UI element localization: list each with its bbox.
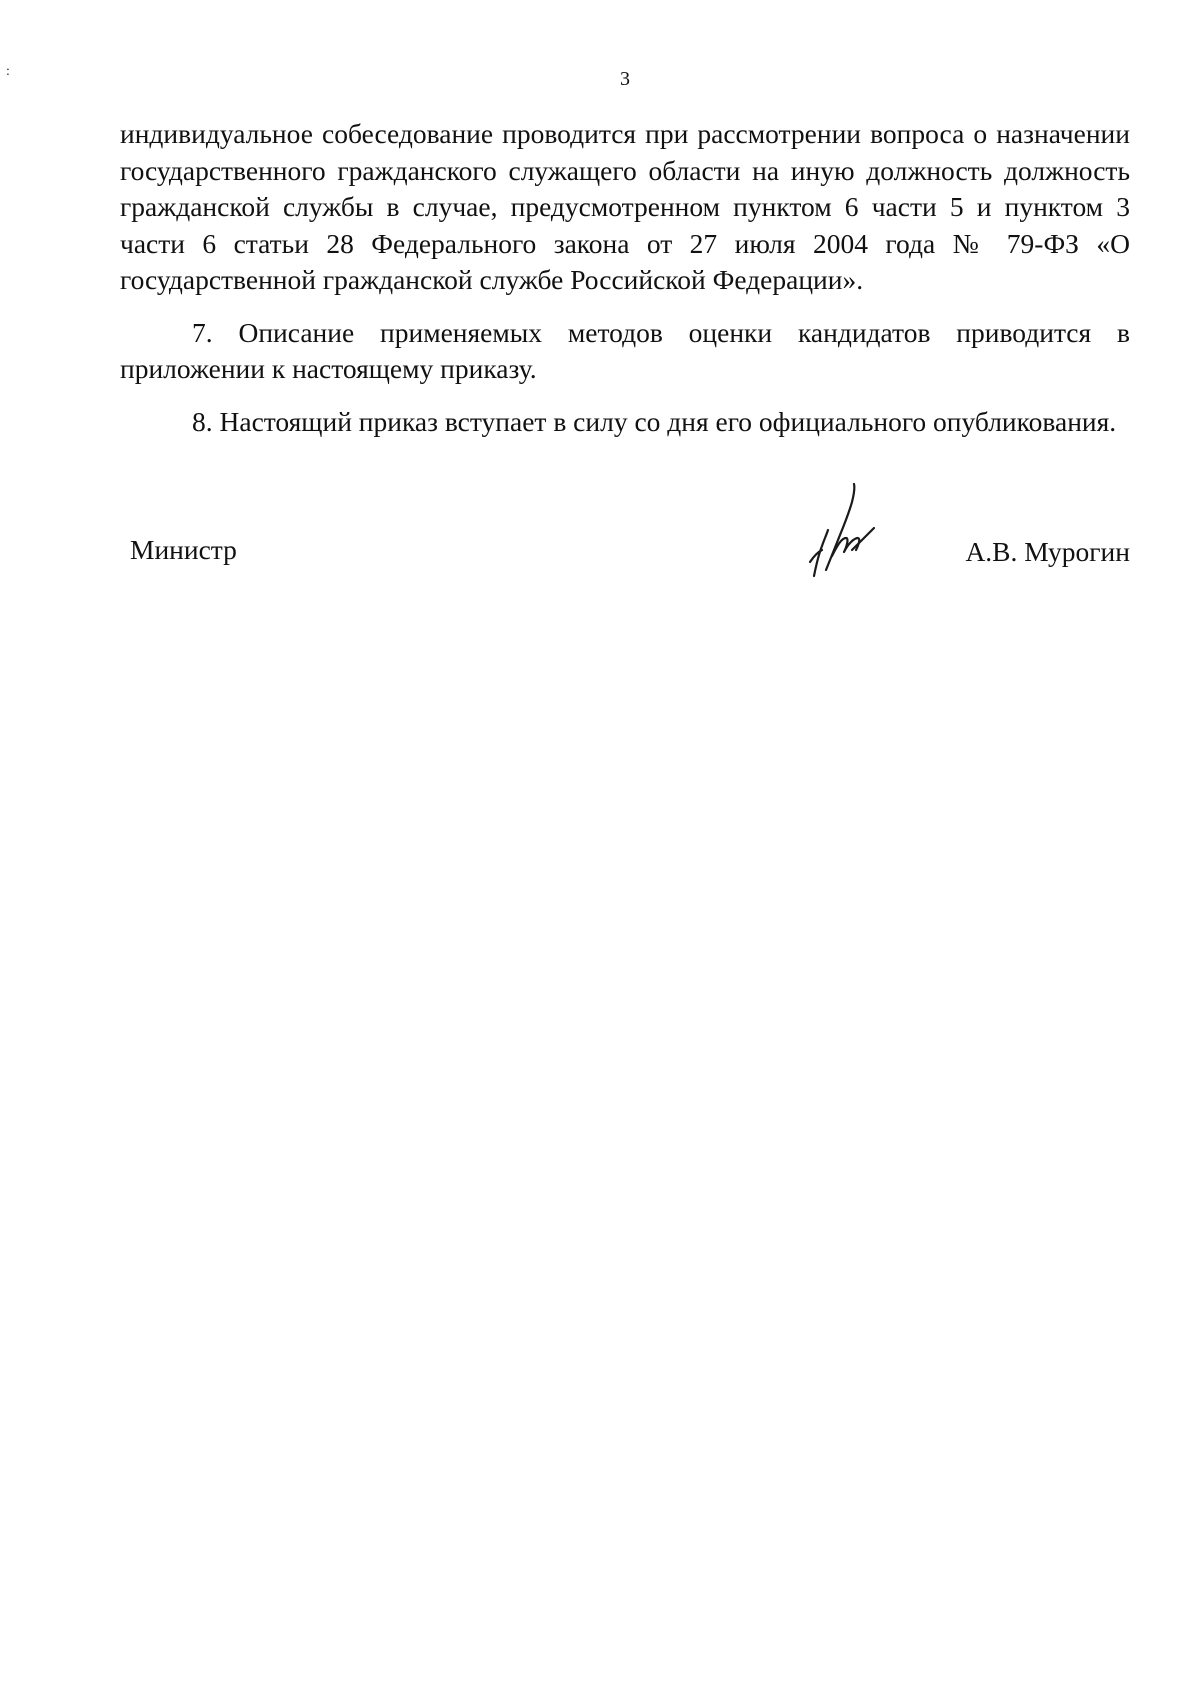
page-number: 3 (620, 68, 630, 90)
paragraph-item-8: 8. Настоящий приказ вступает в силу со дня его официального опубликования. (192, 405, 1117, 437)
handwritten-signature (792, 480, 902, 580)
signer-name: А.В. Мурогин (965, 536, 1130, 567)
signer-title: Министр (130, 534, 237, 565)
document-body (120, 116, 1130, 440)
paragraph-continuation: индивидуальное собеседование проводится при рассмотрении вопроса о назначении государственного гражданского служащего области на иную должность должность гражданской службы в случае, предусмотренном пунктом 6 части 5 и пунктом 3 части 6 статьи 28 Федерального закона от 27 июля 2004 года № 79-ФЗ «О государственной гражданской службе Российской Федерации». (120, 118, 1130, 295)
margin-mark: : (6, 64, 10, 79)
signature-block (120, 480, 1130, 590)
paragraph-item-7: 7. Описание применяемых методов оценки кандидатов приводится в приложении к настоящему приказу. (120, 316, 1130, 384)
